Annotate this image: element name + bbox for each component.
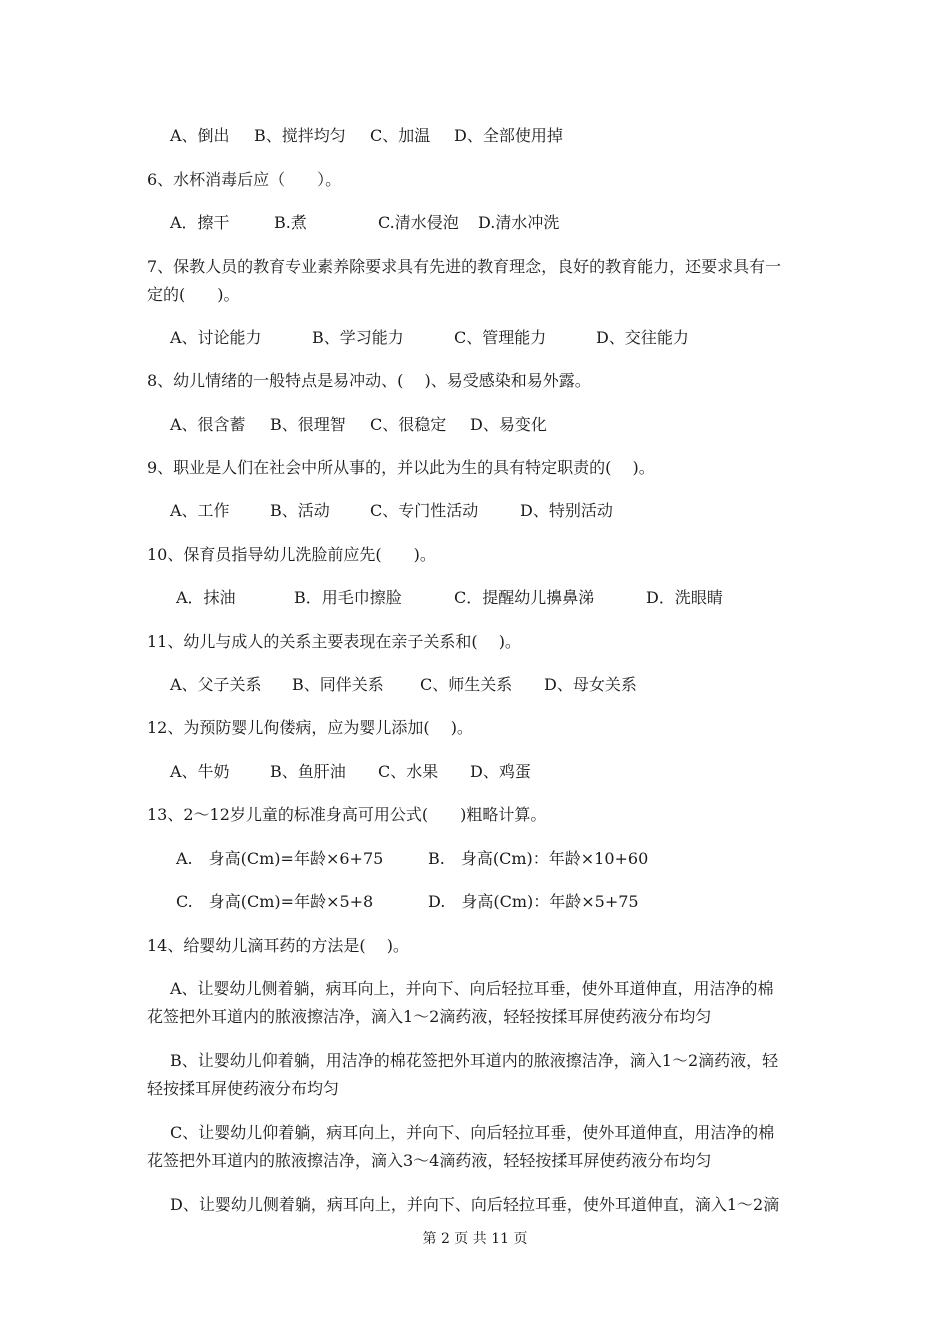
q12-option-b: B、鱼肝油 — [270, 762, 346, 781]
question-13: 13、2～12岁儿童的标准身高可用公式( )粗略计算。 — [147, 805, 547, 824]
q13-option-a: A. 身高(Cm)=年龄×6+75 — [176, 849, 384, 868]
q13-option-c: C. 身高(Cm)=年龄×5+8 — [176, 892, 374, 911]
q12-option-c: C、水果 — [378, 762, 439, 781]
question-12: 12、为预防婴儿佝偻病，应为婴儿添加( )。 — [147, 718, 473, 737]
q14-option-b-line-2: 轻按揉耳屏使药液分布均匀 — [147, 1079, 340, 1098]
q10-option-a: A．抹油 — [176, 588, 236, 607]
q12-option-d: D、鸡蛋 — [470, 762, 531, 781]
q9-option-b: B、活动 — [270, 501, 330, 520]
question-11: 11、幼儿与成人的关系主要表现在亲子关系和( )。 — [147, 632, 521, 651]
q7-option-a: A、讨论能力 — [170, 328, 262, 347]
q10-option-b: B．用毛巾擦脸 — [294, 588, 402, 607]
q14-option-a-line-2: 花签把外耳道内的脓液擦洁净，滴入1～2滴药液，轻轻按揉耳屏使药液分布均匀 — [147, 1007, 712, 1026]
q10-option-c: C．提醒幼儿擤鼻涕 — [454, 588, 595, 607]
q5-option-a: A、倒出 — [170, 126, 230, 145]
q8-option-a: A、很含蓄 — [170, 415, 246, 434]
q14-option-b-line-1: B、让婴幼儿仰着躺，用洁净的棉花签把外耳道内的脓液擦洁净，滴入1～2滴药液，轻 — [170, 1051, 779, 1070]
question-6: 6、水杯消毒后应（ ）。 — [147, 170, 342, 189]
q7-option-c: C、管理能力 — [454, 328, 547, 347]
q13-option-d: D. 身高(Cm)：年龄×5+75 — [428, 892, 639, 911]
q12-option-a: A、牛奶 — [170, 762, 230, 781]
q10-option-d: D．洗眼睛 — [646, 588, 723, 607]
q14-option-a-line-1: A、让婴幼儿侧着躺，病耳向上，并向下、向后轻拉耳垂，使外耳道伸直，用洁净的棉 — [170, 979, 774, 998]
q5-option-c: C、加温 — [370, 126, 431, 145]
q6-option-b: B.煮 — [274, 213, 307, 232]
q6-option-c: C.清水侵泡 — [378, 213, 459, 232]
q11-option-d: D、母女关系 — [544, 675, 637, 694]
question-14: 14、给婴幼儿滴耳药的方法是( )。 — [147, 936, 409, 955]
q8-option-c: C、很稳定 — [370, 415, 447, 434]
q9-option-a: A、工作 — [170, 501, 230, 520]
q13-option-b: B. 身高(Cm)：年龄×10+60 — [428, 849, 649, 868]
page-footer: 第 2 页 共 11 页 — [422, 1231, 528, 1247]
q14-option-c-line-1: C、让婴幼儿仰着躺，病耳向上，并向下、向后轻拉耳垂，使外耳道伸直，用洁净的棉 — [170, 1123, 775, 1142]
question-9: 9、职业是人们在社会中所从事的，并以此为生的具有特定职责的( )。 — [147, 458, 655, 477]
q6-option-a: A．擦干 — [170, 213, 230, 232]
q11-option-c: C、师生关系 — [420, 675, 513, 694]
q7-option-d: D、交往能力 — [596, 328, 689, 347]
q5-option-b: B、搅拌均匀 — [254, 126, 346, 145]
question-8: 8、幼儿情绪的一般特点是易冲动、( )、易受感染和易外露。 — [147, 371, 591, 390]
question-7-line-2: 定的( )。 — [147, 285, 240, 304]
q8-option-d: D、易变化 — [470, 415, 547, 434]
q8-option-b: B、很理智 — [270, 415, 346, 434]
q11-option-b: B、同伴关系 — [292, 675, 384, 694]
q7-option-b: B、学习能力 — [312, 328, 404, 347]
q5-option-d: D、全部使用掉 — [454, 126, 563, 145]
q11-option-a: A、父子关系 — [170, 675, 262, 694]
q14-option-d-line-1: D、让婴幼儿侧着躺，病耳向上，并向下、向后轻拉耳垂，使外耳道伸直，滴入1～2滴 — [170, 1195, 780, 1214]
q9-option-c: C、专门性活动 — [370, 501, 479, 520]
question-7-line-1: 7、保教人员的教育专业素养除要求具有先进的教育理念，良好的教育能力，还要求具有一 — [147, 257, 782, 276]
question-10: 10、保育员指导幼儿洗脸前应先( )。 — [147, 545, 436, 564]
q6-option-d: D.清水冲洗 — [478, 213, 560, 232]
q9-option-d: D、特别活动 — [520, 501, 613, 520]
q14-option-c-line-2: 花签把外耳道内的脓液擦洁净，滴入3～4滴药液，轻轻按揉耳屏使药液分布均匀 — [147, 1151, 712, 1170]
